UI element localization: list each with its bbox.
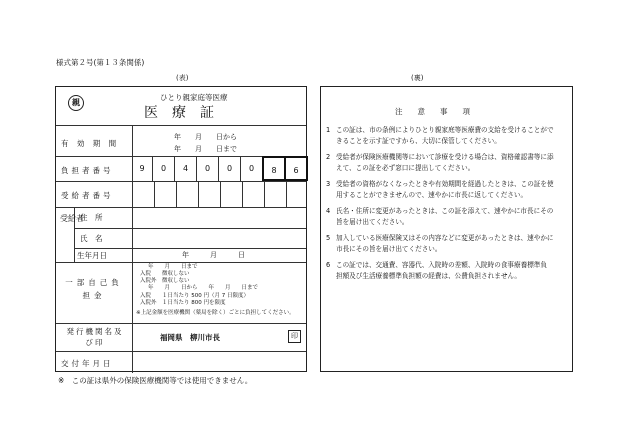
note-text: 氏名・住所に変更があったときは、この証を添えて、速やかに市長にその [336, 207, 554, 215]
payer-digit: 0 [218, 156, 240, 181]
circle-mark: 親 [68, 95, 84, 111]
front-side-label: (表) [176, 74, 189, 82]
issue-date-label: 交付年月日 [61, 359, 114, 368]
copay-line: 年 月 日から 年 月 日まで [148, 285, 259, 291]
note-number: 4 [326, 207, 331, 215]
notes-heading: 注 意 事 項 [395, 107, 470, 116]
form-number: 様式第２号(第１３条関係) [56, 58, 145, 67]
back-side-label: (裏) [411, 74, 424, 82]
validity-label: 有 効 期 間 [61, 139, 120, 148]
note-item [326, 206, 572, 228]
back-card [320, 86, 573, 372]
note-text: この証では、交通費、容器代、入院時の差額、入院時の食事療養標準負 [336, 261, 547, 269]
note-line: えて、この証を必ず窓口に提出してください。 [336, 164, 475, 172]
note-line: きることを示す証ですから、大切に保管してください。 [336, 137, 501, 145]
note-item [326, 152, 572, 174]
issuer-value: 福岡県 柳川市長 [160, 333, 220, 342]
copay-line: 年 月 日まで [148, 264, 198, 270]
copay-line: 入院外 徴収しない [140, 278, 190, 284]
payer-number-boxes [132, 156, 308, 181]
note-item [326, 233, 572, 255]
note-text: この証は、市の条例によりひとり親家庭等医療費の支給を受けることがで [336, 126, 554, 134]
payer-digit: 4 [174, 156, 196, 181]
recipient-number-label: 受給者番号 [61, 191, 114, 200]
front-card [55, 86, 307, 372]
payer-digit: 0 [152, 156, 174, 181]
note-line: 用することができませんので、速やかに市長に返してください。 [336, 191, 528, 199]
note-number: 5 [326, 234, 331, 242]
note-line-first [326, 125, 572, 136]
beneficiary-group-label: 受給者 [60, 214, 84, 223]
note-text: 加入している医療保険又はその内容などに変更があったときは、速やかに [336, 234, 554, 242]
validity-to: 年 月 日まで [174, 145, 237, 153]
card-subtitle: ひとり親家庭等医療 [160, 93, 228, 102]
note-line: 担額及び生活療養標準負担額の経費は、公費負担されません。 [336, 272, 522, 280]
note-number: 1 [326, 126, 331, 134]
note-item [326, 179, 572, 201]
payer-digit: 8 [262, 156, 284, 181]
copay-label: 一部自己負担金 [65, 278, 123, 300]
note-number: 6 [326, 261, 331, 269]
name-label: 氏 名 [80, 234, 103, 243]
note-text: 受給者が保険医療機関等において診療を受ける場合は、資格確認書等に添 [336, 153, 554, 161]
note-line-first [326, 179, 572, 190]
note-item [326, 260, 572, 282]
note-number: 2 [326, 153, 331, 161]
validity-from: 年 月 日から [174, 133, 237, 141]
copay-line: 入院 １日当たり 500 円（月 7 日限度） [140, 293, 249, 299]
copay-line: 入院 徴収しない [140, 271, 190, 277]
copay-line: 入院外 １日当たり 800 円を限度 [140, 300, 226, 306]
note-line: 市長にその旨を届け出てください。 [336, 245, 442, 253]
note-item [326, 125, 572, 147]
note-line-first [326, 233, 572, 244]
note-line-first [326, 206, 572, 217]
note-number: 3 [326, 180, 331, 188]
copay-note: ※上記金額を医療機関（薬局を除く）ごとに負担してください。 [136, 310, 295, 316]
payer-digit: 6 [284, 156, 308, 181]
payer-digit: 0 [240, 156, 262, 181]
payer-number-label: 負担者番号 [61, 166, 114, 175]
footnote: ※ この証は県外の保険医療機関等では使用できません。 [58, 376, 253, 385]
card-title: 医 療 証 [144, 105, 214, 121]
recipient-number-boxes [132, 181, 292, 207]
address-label: 住 所 [80, 213, 103, 222]
seal-mark: 印 [288, 330, 301, 343]
payer-digit: 0 [196, 156, 218, 181]
dob-value: 年 月 日 [182, 251, 245, 259]
notes-list [326, 125, 572, 287]
note-line: 旨を届け出てください。 [336, 218, 409, 226]
note-line-first [326, 260, 572, 271]
note-text: 受給者の資格がなくなったときや有効期間を経過したときは、この証を使 [336, 180, 554, 188]
dob-label: 生年月日 [77, 251, 107, 260]
issuer-label: 発行機関名及び印 [66, 327, 124, 347]
note-line-first [326, 152, 572, 163]
payer-digit: 9 [139, 164, 145, 173]
